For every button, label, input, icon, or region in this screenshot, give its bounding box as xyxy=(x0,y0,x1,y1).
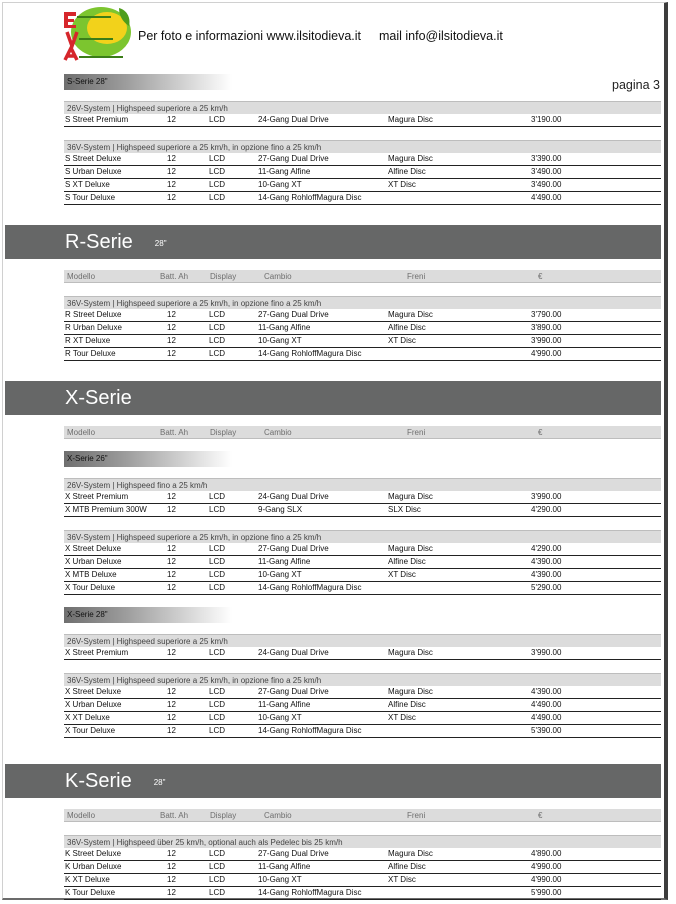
table-cell: 12 xyxy=(167,726,176,735)
table-cell: 24-Gang Dual Drive xyxy=(258,115,329,124)
column-header-cell: Freni xyxy=(407,428,426,437)
table-cell: X Street Premium xyxy=(65,492,129,501)
table-cell: 11-Gang Alfine xyxy=(258,862,311,871)
table-cell: Magura Disc xyxy=(388,492,433,501)
k-serie-subtitle: 28" xyxy=(153,778,166,787)
table-cell: Magura Disc xyxy=(388,115,433,124)
table-cell: R Street Deluxe xyxy=(65,310,122,319)
table-row xyxy=(64,699,661,712)
table-cell: 4'490.00 xyxy=(531,193,562,202)
table-cell: XT Disc xyxy=(388,336,416,345)
table-cell: LCD xyxy=(209,700,226,709)
table-cell: R Urban Deluxe xyxy=(65,323,122,332)
table-cell: 12 xyxy=(167,310,176,319)
table-cell: 3'990.00 xyxy=(531,648,562,657)
table-cell: 12 xyxy=(167,505,176,514)
table-cell: 3'890.00 xyxy=(531,323,562,332)
r-serie-column-header xyxy=(64,270,661,283)
table-cell: 11-Gang Alfine xyxy=(258,557,311,566)
table-cell: K XT Deluxe xyxy=(65,875,110,884)
r-serie-group-1: 36V-System | Highspeed superiore a 25 km/h, in opzione fino a 25 km/h xyxy=(64,296,661,309)
table-cell: 12 xyxy=(167,849,176,858)
table-cell: 4'290.00 xyxy=(531,544,562,553)
table-cell: Alfine Disc xyxy=(388,323,426,332)
table-cell: Magura Disc xyxy=(388,687,433,696)
table-cell: 12 xyxy=(167,349,176,358)
table-cell: 12 xyxy=(167,154,176,163)
table-cell: 12 xyxy=(167,323,176,332)
table-cell: LCD xyxy=(209,557,226,566)
header-info-text: Per foto e informazioni www.ilsitodieva.it xyxy=(138,29,362,43)
table-row xyxy=(64,582,661,595)
table-cell: S Street Premium xyxy=(65,115,129,124)
x-serie-group-2: 36V-System | Highspeed superiore a 25 km/h, in opzione fino a 25 km/h xyxy=(64,530,661,543)
table-cell: 3'990.00 xyxy=(531,492,562,501)
table-cell: 27-Gang Dual Drive xyxy=(258,687,329,696)
table-cell: 4'290.00 xyxy=(531,505,562,514)
table-cell: Alfine Disc xyxy=(388,700,426,709)
table-cell: 3'490.00 xyxy=(531,180,562,189)
column-header-cell: € xyxy=(538,428,543,437)
table-cell: LCD xyxy=(209,180,226,189)
table-cell: 5'990.00 xyxy=(531,888,562,897)
column-header-cell: Batt. Ah xyxy=(160,272,189,281)
table-row xyxy=(64,543,661,556)
table-cell: 27-Gang Dual Drive xyxy=(258,310,329,319)
table-cell: R XT Deluxe xyxy=(65,336,111,345)
table-row xyxy=(64,192,661,205)
table-cell: X Tour Deluxe xyxy=(65,583,116,592)
column-header-cell: Freni xyxy=(407,272,426,281)
table-cell: LCD xyxy=(209,648,226,657)
table-row xyxy=(64,887,661,900)
column-header-cell: Freni xyxy=(407,811,426,820)
column-header-cell: Display xyxy=(210,811,237,820)
table-row xyxy=(64,348,661,361)
column-header-cell: Modello xyxy=(67,811,96,820)
table-cell: X Urban Deluxe xyxy=(65,557,122,566)
x-serie-column-header xyxy=(64,426,661,439)
table-cell: 27-Gang Dual Drive xyxy=(258,154,329,163)
table-cell: 10-Gang XT xyxy=(258,713,302,722)
table-cell: LCD xyxy=(209,583,226,592)
table-cell: LCD xyxy=(209,310,226,319)
table-cell: LCD xyxy=(209,323,226,332)
table-cell: R Tour Deluxe xyxy=(65,349,116,358)
table-cell: 3'790.00 xyxy=(531,310,562,319)
r-serie-title: R-Serie xyxy=(65,231,133,253)
table-cell: LCD xyxy=(209,849,226,858)
table-cell: X MTB Deluxe xyxy=(65,570,117,579)
table-cell: LCD xyxy=(209,349,226,358)
table-cell: 12 xyxy=(167,336,176,345)
table-cell: Magura Disc xyxy=(388,544,433,553)
k-serie-column-header xyxy=(64,809,661,822)
k-serie-banner xyxy=(5,764,661,798)
table-cell: 3'490.00 xyxy=(531,167,562,176)
table-row xyxy=(64,491,661,504)
table-cell: 10-Gang XT xyxy=(258,336,302,345)
table-cell: LCD xyxy=(209,544,226,553)
column-header-cell: Cambio xyxy=(264,428,292,437)
table-cell: 27-Gang Dual Drive xyxy=(258,544,329,553)
table-cell: 14-Gang RohloffMagura Disc xyxy=(258,888,362,897)
s-serie-bar: S-Serie 28" xyxy=(64,74,232,90)
table-cell: 3'390.00 xyxy=(531,154,562,163)
table-cell: 10-Gang XT xyxy=(258,875,302,884)
table-cell: XT Disc xyxy=(388,875,416,884)
table-cell: X Urban Deluxe xyxy=(65,700,122,709)
table-cell: Magura Disc xyxy=(388,648,433,657)
table-row xyxy=(64,712,661,725)
table-cell: 3'990.00 xyxy=(531,336,562,345)
table-cell: 24-Gang Dual Drive xyxy=(258,492,329,501)
table-cell: LCD xyxy=(209,115,226,124)
table-row xyxy=(64,569,661,582)
table-cell: Alfine Disc xyxy=(388,862,426,871)
table-cell: 9-Gang SLX xyxy=(258,505,303,514)
table-cell: Magura Disc xyxy=(388,154,433,163)
s-serie-group-1: 26V-System | Highspeed superiore a 25 km/h xyxy=(64,101,661,114)
table-cell: LCD xyxy=(209,875,226,884)
column-header-cell: € xyxy=(538,811,543,820)
table-row xyxy=(64,153,661,166)
table-cell: X XT Deluxe xyxy=(65,713,110,722)
table-cell: X Tour Deluxe xyxy=(65,726,116,735)
table-cell: 14-Gang RohloffMagura Disc xyxy=(258,583,362,592)
column-header-cell: Modello xyxy=(67,428,96,437)
table-cell: LCD xyxy=(209,167,226,176)
table-cell: 4'390.00 xyxy=(531,687,562,696)
table-cell: 4'490.00 xyxy=(531,700,562,709)
table-cell: Alfine Disc xyxy=(388,167,426,176)
page-number: pagina 3 xyxy=(612,78,660,92)
table-cell: Magura Disc xyxy=(388,310,433,319)
table-row xyxy=(64,322,661,335)
table-cell: 12 xyxy=(167,544,176,553)
table-cell: 12 xyxy=(167,583,176,592)
table-row xyxy=(64,556,661,569)
table-cell: 11-Gang Alfine xyxy=(258,700,311,709)
x-serie-banner xyxy=(5,381,661,415)
table-cell: K Urban Deluxe xyxy=(65,862,122,871)
table-row xyxy=(64,309,661,322)
table-cell: 10-Gang XT xyxy=(258,570,302,579)
column-header-cell: Modello xyxy=(67,272,96,281)
column-header-cell: Cambio xyxy=(264,811,292,820)
table-cell: 14-Gang RohloffMagura Disc xyxy=(258,193,362,202)
x-serie-28-bar: X-Serie 28" xyxy=(64,607,232,623)
table-cell: S Tour Deluxe xyxy=(65,193,116,202)
table-cell: 27-Gang Dual Drive xyxy=(258,849,329,858)
table-cell: 12 xyxy=(167,862,176,871)
table-cell: 12 xyxy=(167,115,176,124)
table-row xyxy=(64,686,661,699)
column-header-cell: Display xyxy=(210,428,237,437)
table-cell: 3'190.00 xyxy=(531,115,562,124)
table-cell: XT Disc xyxy=(388,713,416,722)
r-serie-subtitle: 28" xyxy=(154,239,167,248)
table-cell: S Urban Deluxe xyxy=(65,167,122,176)
table-cell: 12 xyxy=(167,557,176,566)
header-mail-text: mail info@ilsitodieva.it xyxy=(379,29,503,43)
table-row xyxy=(64,114,661,127)
table-cell: 14-Gang RohloffMagura Disc xyxy=(258,349,362,358)
k-serie-group-1: 36V-System | Highspeed über 25 km/h, optional auch als Pedelec bis 25 km/h xyxy=(64,835,661,848)
table-cell: LCD xyxy=(209,492,226,501)
table-cell: 4'990.00 xyxy=(531,349,562,358)
k-serie-title: K-Serie xyxy=(65,770,132,792)
table-cell: SLX Disc xyxy=(388,505,421,514)
table-cell: LCD xyxy=(209,193,226,202)
table-cell: 12 xyxy=(167,570,176,579)
table-cell: X MTB Premium 300W xyxy=(65,505,147,514)
table-cell: LCD xyxy=(209,888,226,897)
table-row xyxy=(64,647,661,660)
table-cell: LCD xyxy=(209,505,226,514)
table-cell: X Street Premium xyxy=(65,648,129,657)
table-cell: 14-Gang RohloffMagura Disc xyxy=(258,726,362,735)
table-cell: 12 xyxy=(167,700,176,709)
table-row xyxy=(64,179,661,192)
x-serie-group-1: 26V-System | Highspeed fino a 25 km/h xyxy=(64,478,661,491)
table-cell: 12 xyxy=(167,180,176,189)
table-cell: LCD xyxy=(209,336,226,345)
table-cell: K Tour Deluxe xyxy=(65,888,116,897)
table-row xyxy=(64,848,661,861)
table-cell: 10-Gang XT xyxy=(258,180,302,189)
table-cell: 12 xyxy=(167,648,176,657)
table-cell: 11-Gang Alfine xyxy=(258,323,311,332)
table-cell: 11-Gang Alfine xyxy=(258,167,311,176)
table-cell: Alfine Disc xyxy=(388,557,426,566)
table-cell: K Street Deluxe xyxy=(65,849,122,858)
table-row xyxy=(64,861,661,874)
table-row xyxy=(64,874,661,887)
table-cell: 12 xyxy=(167,875,176,884)
header-contact xyxy=(138,29,503,43)
table-cell: S XT Deluxe xyxy=(65,180,110,189)
table-cell: S Street Deluxe xyxy=(65,154,122,163)
column-header-cell: Display xyxy=(210,272,237,281)
x-serie-group-4: 36V-System | Highspeed superiore a 25 km/h, in opzione fino a 25 km/h xyxy=(64,673,661,686)
table-cell: LCD xyxy=(209,570,226,579)
table-cell: 4'490.00 xyxy=(531,713,562,722)
table-cell: XT Disc xyxy=(388,570,416,579)
table-row xyxy=(64,166,661,179)
table-cell: 5'290.00 xyxy=(531,583,562,592)
table-cell: 12 xyxy=(167,167,176,176)
table-cell: 5'390.00 xyxy=(531,726,562,735)
company-logo xyxy=(61,4,133,62)
table-cell: 4'390.00 xyxy=(531,557,562,566)
table-cell: LCD xyxy=(209,862,226,871)
table-cell: 12 xyxy=(167,687,176,696)
table-cell: 12 xyxy=(167,492,176,501)
table-row xyxy=(64,504,661,517)
x-serie-group-3: 26V-System | Highspeed superiore a 25 km/h xyxy=(64,634,661,647)
table-cell: XT Disc xyxy=(388,180,416,189)
column-header-cell: € xyxy=(538,272,543,281)
x-serie-title: X-Serie xyxy=(65,387,132,409)
table-cell: Magura Disc xyxy=(388,849,433,858)
table-cell: 12 xyxy=(167,888,176,897)
table-cell: X Street Deluxe xyxy=(65,687,122,696)
table-cell: 12 xyxy=(167,193,176,202)
x-serie-26-bar: X-Serie 26" xyxy=(64,451,232,467)
table-row xyxy=(64,335,661,348)
table-cell: 4'990.00 xyxy=(531,875,562,884)
table-cell: 4'390.00 xyxy=(531,570,562,579)
table-cell: LCD xyxy=(209,713,226,722)
table-cell: 4'990.00 xyxy=(531,862,562,871)
s-serie-group-2: 36V-System | Highspeed superiore a 25 km/h, in opzione fino a 25 km/h xyxy=(64,140,661,153)
table-cell: LCD xyxy=(209,726,226,735)
table-cell: LCD xyxy=(209,154,226,163)
table-cell: 12 xyxy=(167,713,176,722)
column-header-cell: Batt. Ah xyxy=(160,811,189,820)
r-serie-banner xyxy=(5,225,661,259)
table-cell: X Street Deluxe xyxy=(65,544,122,553)
column-header-cell: Cambio xyxy=(264,272,292,281)
column-header-cell: Batt. Ah xyxy=(160,428,189,437)
table-cell: 4'890.00 xyxy=(531,849,562,858)
table-cell: 24-Gang Dual Drive xyxy=(258,648,329,657)
table-cell: LCD xyxy=(209,687,226,696)
table-row xyxy=(64,725,661,738)
